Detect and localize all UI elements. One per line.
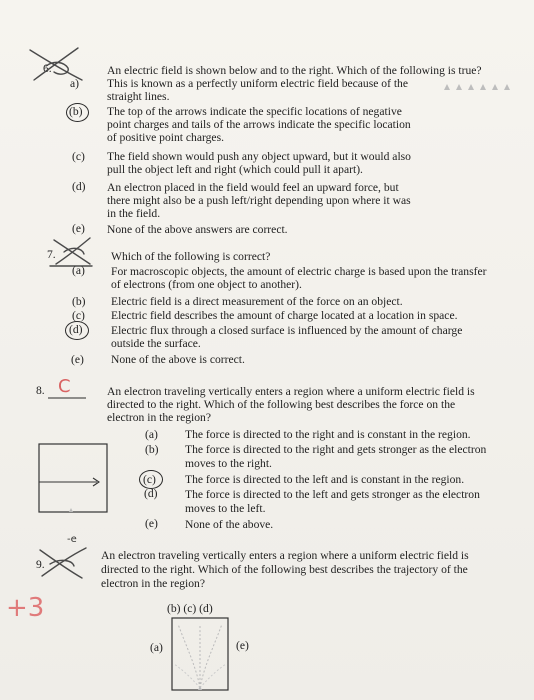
q8-handwritten-answer: C xyxy=(58,376,71,397)
q8-field-diagram xyxy=(35,440,115,520)
q6-option-d-line: An electron placed in the field would feel an upward force, but xyxy=(107,181,399,194)
q6-option-b-line: of positive point charges. xyxy=(107,131,224,144)
q6-number: 6. xyxy=(43,62,52,75)
q7-option-a-line: For macroscopic objects, the amount of electric charge is based upon the transfer xyxy=(111,265,487,278)
q6-stem-line: An electric field is shown below and to the right. Which of the following is true? xyxy=(107,64,482,77)
q6-option-c-line: The field shown would push any object upward, but it would also xyxy=(107,150,411,163)
q8-option-letter: (a) xyxy=(145,428,158,441)
q6-option-d-line: there might also be a push left/right depending upon where it was xyxy=(107,194,411,207)
q8-option-e-line: None of the above. xyxy=(185,518,274,531)
q7-option-a-line: of electrons (from one object to another). xyxy=(111,278,302,291)
q8-option-b-line: moves to the right. xyxy=(185,457,272,470)
q8-option-b-line: The force is directed to the right and gets stronger as the electron xyxy=(185,443,487,456)
q8-electron-label: -e xyxy=(67,534,77,545)
field-arrows-mini xyxy=(440,82,520,92)
q7-option-d-line: Electric flux through a closed surface is influenced by the amount of charge xyxy=(111,324,463,337)
q8-option-letter: (e) xyxy=(145,517,158,530)
q6-option-b-line: The top of the arrows indicate the specific locations of negative xyxy=(107,105,402,118)
q7-option-c-line: Electric field describes the amount of charge located at a location in space. xyxy=(111,309,458,322)
q6-option-letter: (b) xyxy=(69,105,83,118)
q9-label-a: (a) xyxy=(150,641,163,654)
q6-option-b-line: point charges and tails of the arrows indicate the specific location xyxy=(107,118,411,131)
q8-option-d-line: moves to the left. xyxy=(185,502,266,515)
q8-option-c-line: The force is directed to the left and is constant in the region. xyxy=(185,473,465,486)
q9-stem-line: directed to the right. Which of the following best describes the trajectory of the xyxy=(101,563,468,576)
q6-option-letter: (e) xyxy=(72,222,85,235)
q8-option-letter: (b) xyxy=(145,443,159,456)
q8-option-d-line: The force is directed to the left and gets stronger as the electron xyxy=(185,488,480,501)
q7-number: 7. xyxy=(47,248,56,261)
q9-cross-mark xyxy=(34,546,94,580)
q7-option-d-line: outside the surface. xyxy=(111,337,201,350)
q8-stem-line: directed to the right. Which of the following best describes the force on the xyxy=(107,398,456,411)
q9-number: 9. xyxy=(36,558,45,571)
q8-stem-line: An electron traveling vertically enters a region where a uniform electric field is xyxy=(107,385,475,398)
q6-option-a-line: This is known as a perfectly uniform electric field because of the xyxy=(107,77,409,90)
q9-stem-line: electron in the region? xyxy=(101,577,205,590)
q9-label-e: (e) xyxy=(236,639,249,652)
q7-option-letter: (d) xyxy=(69,323,83,336)
q9-trajectory-diagram xyxy=(170,616,234,696)
q9-stem-line: An electron traveling vertically enters a region where a uniform electric field is xyxy=(101,549,469,562)
q9-trajectory-labels: (b) (c) (d) xyxy=(167,602,213,615)
q7-cross-mark xyxy=(50,236,100,266)
q7-option-letter: (e) xyxy=(71,353,84,366)
q8-number: 8. xyxy=(36,384,45,397)
q7-option-letter: (a) xyxy=(72,264,85,277)
q6-option-letter: (c) xyxy=(72,150,85,163)
q7-option-e-line: None of the above is correct. xyxy=(111,353,245,366)
q8-option-letter: (d) xyxy=(144,487,158,500)
q7-option-letter: (b) xyxy=(72,295,86,308)
q6-option-a-line: straight lines. xyxy=(107,90,170,103)
q6-option-letter: (d) xyxy=(72,180,86,193)
q7-stem-line: Which of the following is correct? xyxy=(111,250,271,263)
q8-option-letter: (c) xyxy=(143,473,156,486)
q6-option-letter: a) xyxy=(70,77,80,90)
q8-stem-line: electron in the region? xyxy=(107,411,211,424)
q7-option-b-line: Electric field is a direct measurement of the force on an object. xyxy=(111,295,403,308)
score-mark: +3 xyxy=(6,593,45,623)
q6-option-d-line: in the field. xyxy=(107,207,161,220)
q7-option-letter: (c) xyxy=(72,309,85,322)
q8-answer-underline xyxy=(48,396,88,400)
q8-option-a-line: The force is directed to the right and is constant in the region. xyxy=(185,428,471,441)
q6-option-e-line: None of the above answers are correct. xyxy=(107,223,288,236)
q6-option-c-line: pull the object left and right (which could pull it apart). xyxy=(107,163,363,176)
